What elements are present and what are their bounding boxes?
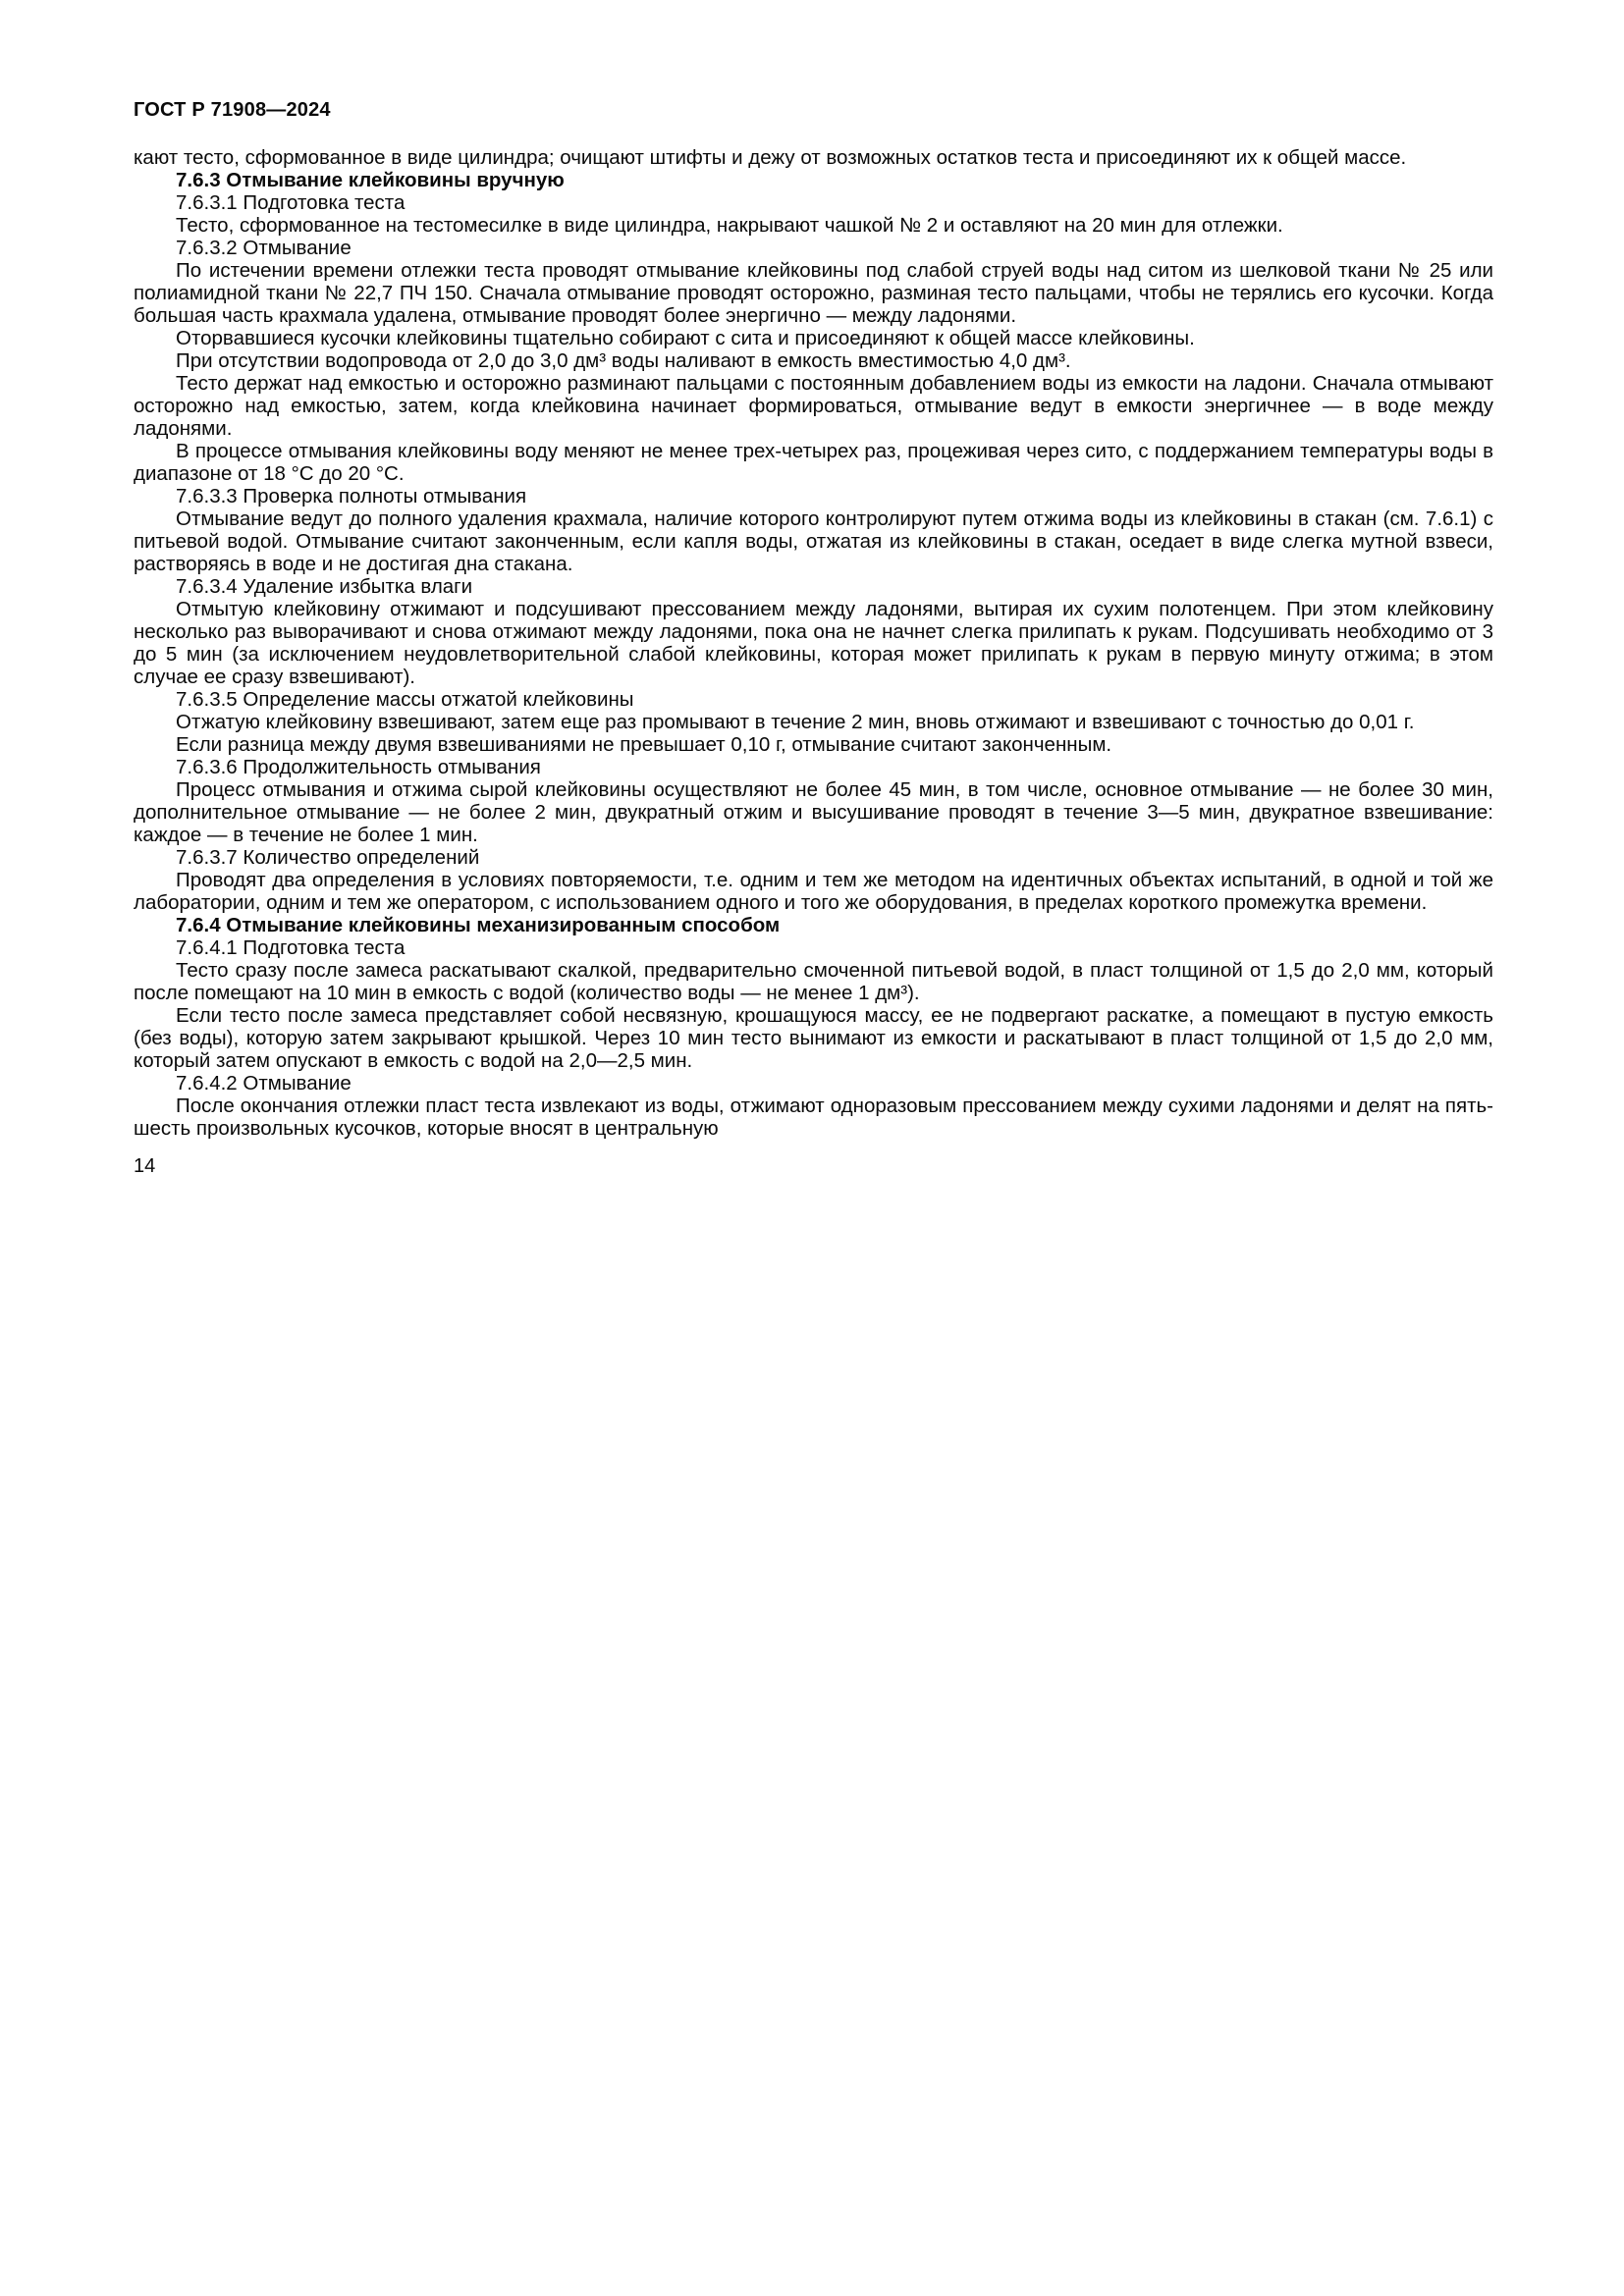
paragraph-list — [134, 146, 1493, 1140]
clause-heading: 7.6.3.6 Продолжительность отмывания — [176, 756, 541, 778]
clause-heading: 7.6.3.7 Количество определений — [176, 846, 480, 869]
paragraph: В процессе отмывания клейковины воду меняют не менее трех-четырех раз, процеживая через сито, с поддержанием температуры воды в диапазоне от 18 °С до 20 °С. — [134, 440, 1493, 485]
clause-heading: 7.6.4.1 Подготовка теста — [176, 936, 406, 959]
paragraph: Отмывание ведут до полного удаления крахмала, наличие которого контролируют путем отжима воды из клейковины в стакан (см. 7.6.1) с питьевой водой. Отмывание считают законченным, если капля воды, отжатая из клейковины в стакан, оседает в виде слегка мутной взвеси, растворяясь в воде и не достигая дна стакана. — [134, 507, 1493, 575]
paragraph: Оторвавшиеся кусочки клейковины тщательно собирают с сита и присоединяют к общей массе клейковины. — [176, 327, 1195, 349]
clause-heading: 7.6.3.1 Подготовка теста — [176, 191, 406, 214]
section-heading: 7.6.4 Отмывание клейковины механизированным способом — [176, 914, 781, 936]
clause-heading: 7.6.4.2 Отмывание — [176, 1072, 352, 1095]
paragraph: кают тесто, сформованное в виде цилиндра; очищают штифты и дежу от возможных остатков теста и присоединяют их к общей массе. — [134, 146, 1407, 169]
document-content — [134, 146, 1493, 1178]
document-designation: ГОСТ Р 71908—2024 — [134, 99, 331, 121]
paragraph: При отсутствии водопровода от 2,0 до 3,0 дм³ воды наливают в емкость вместимостью 4,0 дм³. — [176, 349, 1071, 372]
paragraph: Если разница между двумя взвешиваниями не превышает 0,10 г, отмывание считают законченным. — [176, 733, 1112, 756]
paragraph: Процесс отмывания и отжима сырой клейковины осуществляют не более 45 мин, в том числе, основное отмывание — не более 30 мин, дополнительное отмывание — не более 2 мин, двукратный отжим и высушивание проводят в течение 3—5 мин, двукратное взвешивание: каждое — в течение не более 1 мин. — [134, 778, 1493, 846]
paragraph: Тесто, сформованное на тестомесилке в виде цилиндра, накрывают чашкой № 2 и оставляют на 20 мин для отлежки. — [176, 214, 1283, 237]
paragraph: После окончания отлежки пласт теста извлекают из воды, отжимают одноразовым прессованием между сухими ладонями и делят на пять-шесть произвольных кусочков, которые вносят в центральную — [134, 1095, 1493, 1140]
paragraph: Отжатую клейковину взвешивают, затем еще раз промывают в течение 2 мин, вновь отжимают и взвешивают с точностью до 0,01 г. — [176, 711, 1415, 733]
paragraph: По истечении времени отлежки теста проводят отмывание клейковины под слабой струей воды над ситом из шелковой ткани № 25 или полиамидной ткани № 22,7 ПЧ 150. Сначала отмывание проводят осторожно, разминая тесто пальцами, чтобы не терялись его кусочки. Когда большая часть крахмала удалена, отмывание проводят более энергично — между ладонями. — [134, 259, 1493, 327]
section-heading: 7.6.3 Отмывание клейковины вручную — [176, 169, 565, 191]
paragraph: Отмытую клейковину отжимают и подсушивают прессованием между ладонями, вытирая их сухим полотенцем. При этом клейковину несколько раз выворачивают и снова отжимают между ладонями, пока она не начнет слегка прилипать к рукам. Подсушивать необходимо от 3 до 5 мин (за исключением неудовлетворительной слабой клейковины, которая может прилипать к рукам в первую минуту отжима; в этом случае ее сразу взвешивают). — [134, 598, 1493, 688]
page-number: 14 — [134, 1155, 156, 1177]
paragraph: Тесто держат над емкостью и осторожно разминают пальцами с постоянным добавлением воды из емкости на ладони. Сначала отмывают осторожно над емкостью, затем, когда клейковина начинает формироваться, отмывание ведут в емкости энергичнее — в воде между ладонями. — [134, 372, 1493, 440]
paragraph: Если тесто после замеса представляет собой несвязную, крошащуюся массу, ее не подвергают раскатке, а помещают в пустую емкость (без воды), которую затем закрывают крышкой. Через 10 мин тесто вынимают из емкости и раскатывают в пласт толщиной от 1,5 до 2,0 мм, который затем опускают в емкость с водой на 2,0—2,5 мин. — [134, 1004, 1493, 1072]
clause-heading: 7.6.3.5 Определение массы отжатой клейковины — [176, 688, 634, 711]
clause-heading: 7.6.3.4 Удаление избытка влаги — [176, 575, 473, 598]
clause-heading: 7.6.3.2 Отмывание — [176, 237, 352, 259]
paragraph: Тесто сразу после замеса раскатывают скалкой, предварительно смоченной питьевой водой, в пласт толщиной от 1,5 до 2,0 мм, который после помещают на 10 мин в емкость с водой (количество воды — не менее 1 дм³). — [134, 959, 1493, 1004]
paragraph: Проводят два определения в условиях повторяемости, т.е. одним и тем же методом на идентичных объектах испытаний, в одной и той же лаборатории, одним и тем же оператором, с использованием одного и того же оборудования, в пределах короткого промежутка времени. — [134, 869, 1493, 914]
clause-heading: 7.6.3.3 Проверка полноты отмывания — [176, 485, 527, 507]
